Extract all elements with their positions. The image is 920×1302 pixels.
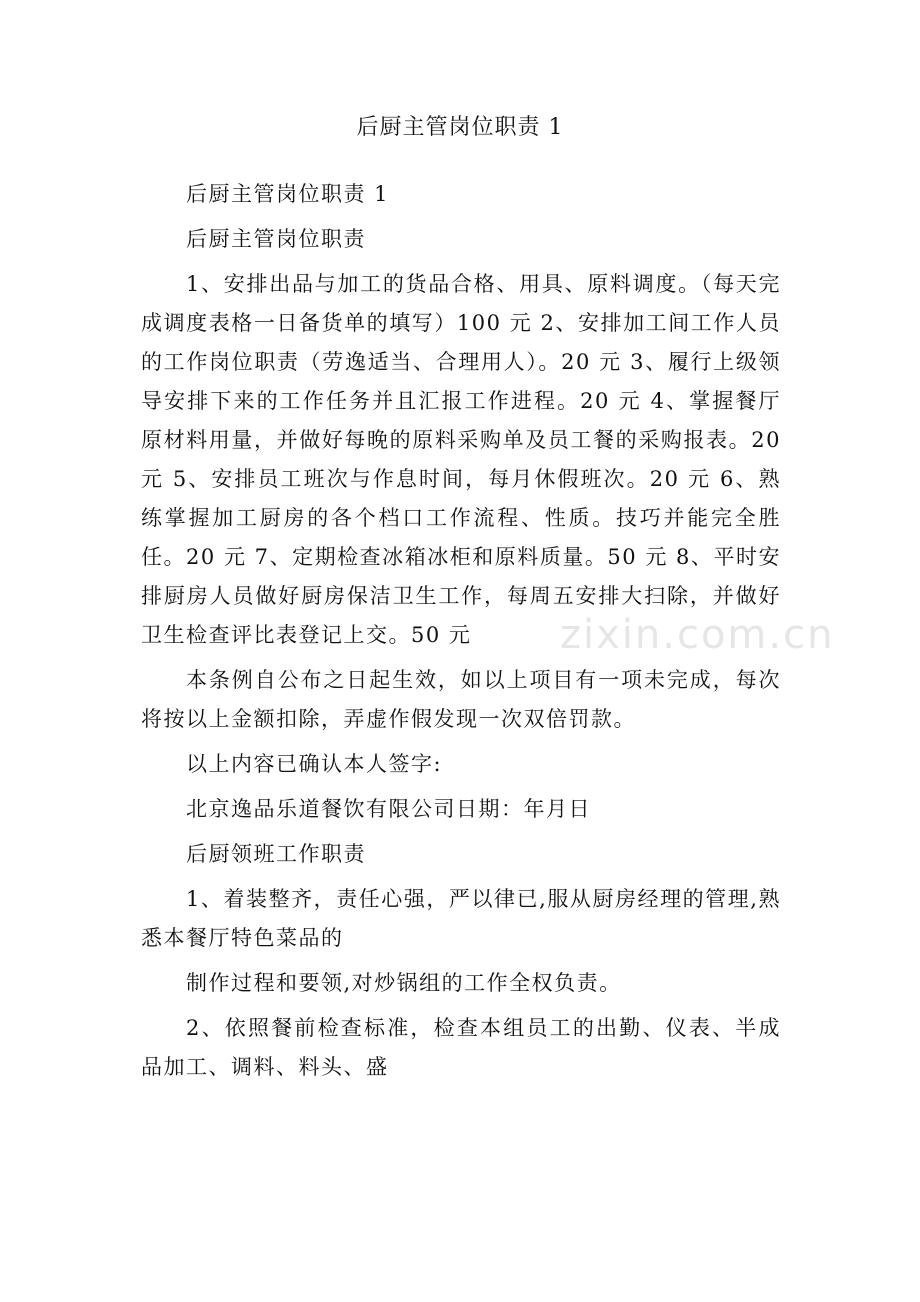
paragraph-duties-list: 1、安排出品与加工的货品合格、用具、原料调度。（每天完成调度表格一日备货单的填写）100 元 2、安排加工间工作人员的工作岗位职责（劳逸适当、合理用人）。20 元 3、履行上级领导安排下来的工作任务并且汇报工作进程。20 元 4、掌握餐厅原材料用量，并做好每晚的原料采购单及员工餐的采购报表。20 元 5、安排员工班次与作息时间，每月休假班次。20 元 6、熟练掌握加工厨房的各个档口工作流程、性质。技巧并能完全胜任。20 元 7、定期检查冰箱冰柜和原料质量。50 元 8、平时安排厨房人员做好厨房保洁卫生工作，每周五安排大扫除，并做好卫生检查评比表登记上交。50 元 bbox=[141, 272, 781, 647]
paragraph-signature-confirm: 以上内容已确认本人签字: bbox=[186, 752, 443, 776]
paragraph-effective-clause: 本条例自公布之日起生效，如以上项目有一项未完成，每次将按以上金额扣除，弄虚作假发现一次双倍罚款。 bbox=[141, 668, 781, 731]
paragraph-foreman-duty-1: 1、着装整齐，责任心强，严以律已,服从厨房经理的管理,熟悉本餐厅特色菜品的 bbox=[141, 887, 781, 950]
document-body bbox=[141, 175, 781, 1093]
watermark: zixin.com.cn bbox=[560, 612, 835, 658]
paragraph-foreman-duty-1-cont: 制作过程和要领,对炒锅组的工作全权负责。 bbox=[186, 971, 622, 995]
paragraph-foreman-heading: 后厨领班工作职责 bbox=[186, 842, 366, 866]
paragraph-company-date: 北京逸品乐道餐饮有限公司日期：年月日 bbox=[186, 797, 591, 821]
paragraph-subtitle: 后厨主管岗位职责 1 bbox=[186, 182, 390, 206]
document-title: 后厨主管岗位职责 1 bbox=[356, 115, 564, 140]
paragraph-section-heading: 后厨主管岗位职责 bbox=[186, 227, 366, 251]
paragraph-foreman-duty-2: 2、依照餐前检查标准，检查本组员工的出勤、仪表、半成品加工、调料、料头、盛 bbox=[141, 1016, 781, 1079]
